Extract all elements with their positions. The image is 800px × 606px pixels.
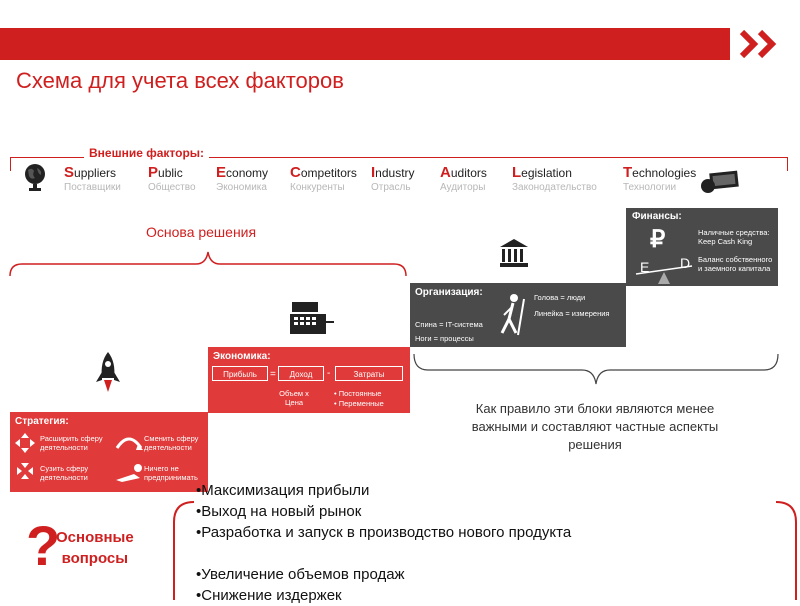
factor-auditors: Auditors <box>440 164 487 181</box>
scale-right-label: D <box>680 255 691 271</box>
questions-list <box>196 480 571 606</box>
page-title: Схема для учета всех факторов <box>16 68 344 93</box>
question-item: •Выход на новый рынок <box>196 503 362 520</box>
factor-suppliers: Suppliers <box>64 164 117 181</box>
header-bar <box>0 28 730 60</box>
finance-title: Финансы: <box>632 211 682 222</box>
question-item: •Снижение издержек <box>196 587 342 604</box>
profit-box: Прибыль <box>212 366 268 381</box>
factor-industry: Industry <box>371 164 415 181</box>
organization-block <box>410 283 626 347</box>
organization-head: Голова = люди <box>534 293 586 302</box>
organization-title: Организация: <box>415 287 483 298</box>
finance-balance: Баланс собственного и заемного капитала <box>698 255 773 273</box>
relaxing-person-icon <box>114 462 146 482</box>
strategy-block <box>10 412 208 492</box>
strategy-expand: Расширить сферу деятельности <box>40 434 103 452</box>
factor-suppliers-ru: Поставщики <box>64 182 121 193</box>
strategy-title: Стратегия: <box>15 416 69 427</box>
factor-economy-ru: Экономика <box>216 182 267 193</box>
foundation-brace <box>8 250 408 278</box>
scale-icon <box>630 252 698 286</box>
minus-sign: - <box>327 368 331 379</box>
factor-public-ru: Общество <box>148 182 196 193</box>
strategy-change: Сменить сферу деятельности <box>144 434 199 452</box>
costs-box: Затраты <box>335 366 403 381</box>
private-aspects-note: Как правило эти блоки являются менее важными и составляют частные аспекты решения <box>471 401 719 452</box>
economy-block <box>208 347 410 413</box>
list-gap <box>196 543 571 564</box>
rocket-icon <box>94 350 122 394</box>
factor-competitors: Competitors <box>290 164 357 181</box>
finance-cash: Наличные средства: Keep Cash King <box>698 228 770 246</box>
factor-economy: Economy <box>216 164 269 181</box>
expand-arrows-icon <box>14 432 36 454</box>
scale-left-label: E <box>640 259 650 275</box>
bank-icon <box>498 237 530 269</box>
costs-variable: • Переменные <box>334 399 384 408</box>
question-item: •Разработка и запуск в производство нового продукта <box>196 524 572 541</box>
volume-price: Объем х Цена <box>279 389 309 407</box>
organization-back: Спина = IT-система <box>415 320 483 329</box>
walking-man-icon <box>496 293 530 337</box>
question-item: •Увеличение объемов продаж <box>196 566 405 583</box>
organization-legs: Ноги = процессы <box>415 334 474 343</box>
factor-legislation-ru: Законодательство <box>512 182 597 193</box>
external-factors-label: Внешние факторы: <box>84 146 209 160</box>
globe-icon <box>22 162 48 192</box>
questions-label <box>56 527 134 569</box>
income-box: Доход <box>278 366 324 381</box>
chevrons-icon <box>738 28 790 60</box>
factor-industry-ru: Отрасль <box>371 182 411 193</box>
finance-block <box>626 208 778 286</box>
foundation-label: Основа решения <box>146 224 257 240</box>
factor-legislation: Legislation <box>512 164 572 181</box>
economy-title: Экономика: <box>213 351 271 362</box>
organization-ruler: Линейка = измерения <box>534 309 610 318</box>
question-mark: ? <box>26 514 61 577</box>
equals-sign: = <box>270 369 276 380</box>
ruble-icon: ₽ <box>650 226 666 253</box>
narrow-arrows-icon <box>14 460 36 482</box>
factor-competitors-ru: Конкуренты <box>290 182 345 193</box>
factor-auditors-ru: Аудиторы <box>440 182 486 193</box>
questions-label-line1: Основные <box>56 529 134 546</box>
strategy-nothing: Ничего не предпринимать <box>144 464 198 482</box>
change-arrow-icon <box>114 432 144 452</box>
costs-fixed: • Постоянные <box>334 389 382 398</box>
factor-public: Public <box>148 164 183 181</box>
private-aspects-brace <box>412 352 782 386</box>
strategy-narrow: Сузить сферу деятельности <box>40 464 89 482</box>
cash-register-icon <box>288 300 336 336</box>
factor-technologies-ru: Технологии <box>623 182 677 193</box>
question-item: •Максимизация прибыли <box>196 482 370 499</box>
factor-technologies: Technologies <box>623 164 697 181</box>
devices-icon <box>700 168 742 196</box>
questions-label-line2: вопросы <box>61 550 129 567</box>
